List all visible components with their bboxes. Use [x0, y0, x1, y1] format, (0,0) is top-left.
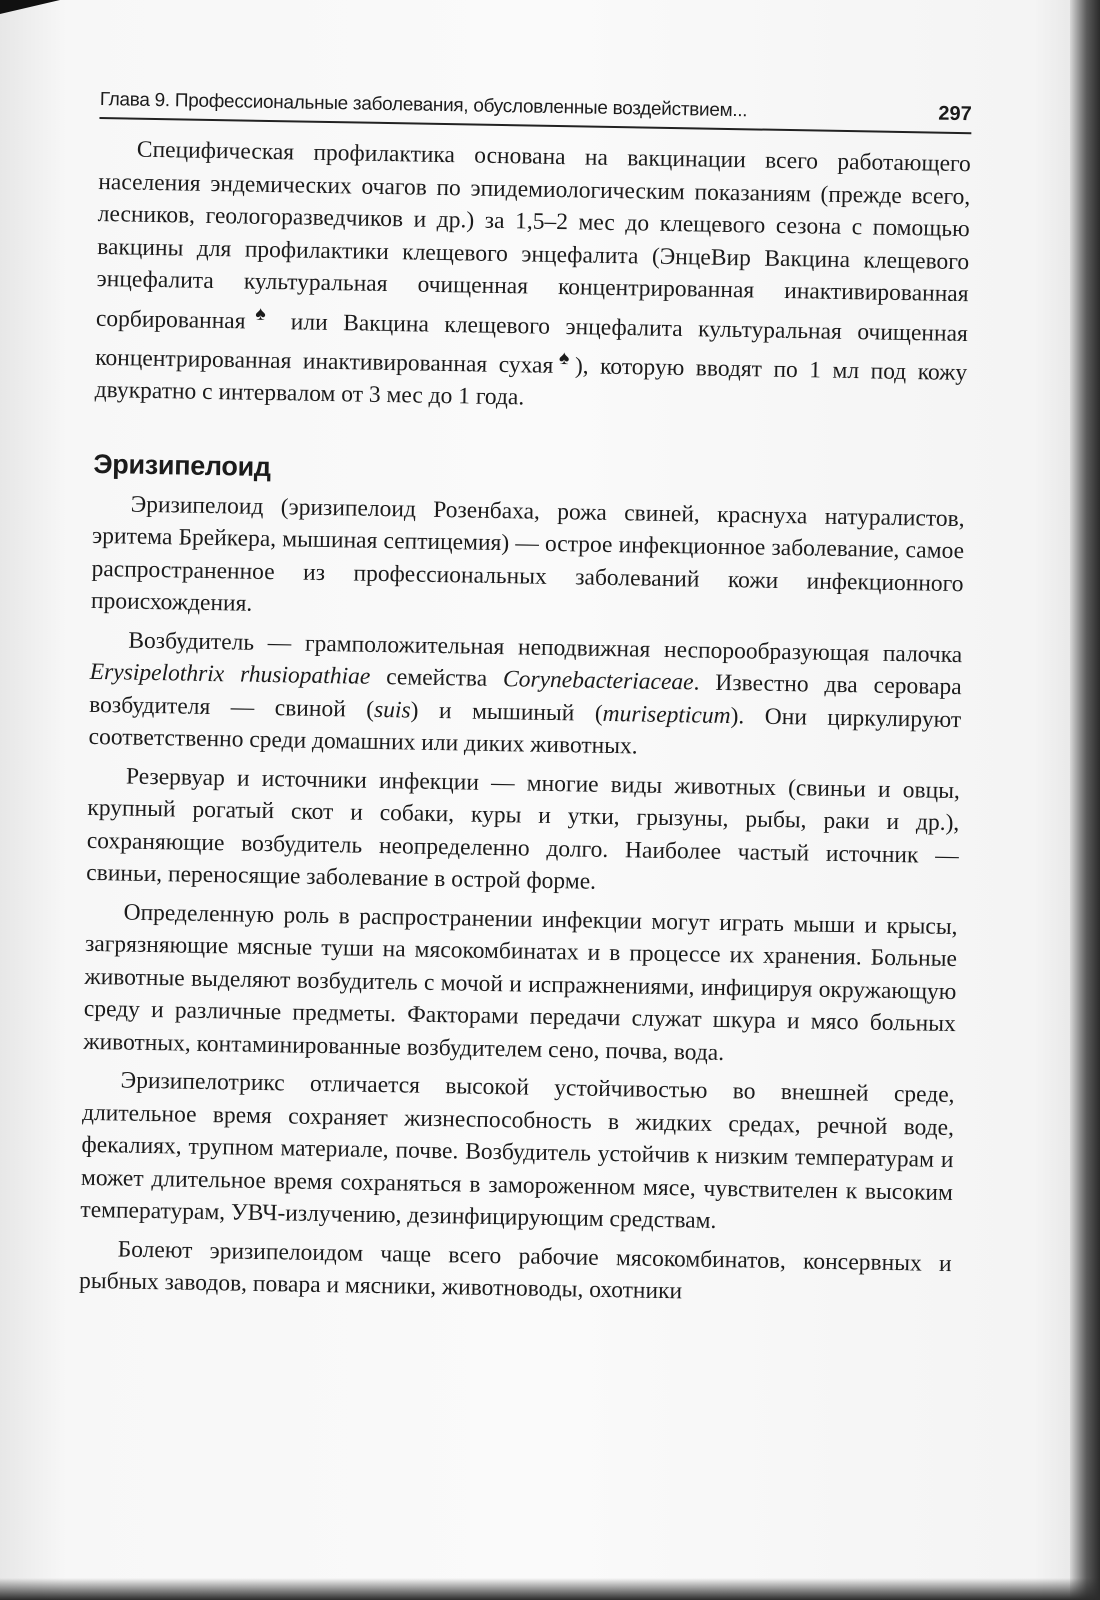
page-edge-shadow: [1070, 0, 1100, 1600]
pathogen-text-3: . Известно два серовара возбудителя — свиной (: [89, 669, 962, 723]
serovar-murisepticum: murisepticum: [602, 700, 731, 729]
paragraph-definition: Эризипелоид (эризипелоид Розенбаха, рожа свиней, краснуха натуралистов, эритема Брейкера, мышиная септицемия) — острое инфекционное заболевание, самое распространенное из профессиональных заболеваний кожи инфекционного происхождения.: [90, 491, 965, 617]
paragraph-risk-groups: Болеют эризипелоидом чаще всего рабочие мясокомбинатов, консервных и рыбных заводов, повара и мясники, животноводы, охотники: [78, 1236, 952, 1305]
paragraph-reservoir: Резервуар и источники инфекции — многие виды животных (свиньи и овцы, крупный рогатый скот и собаки, куры и утки, грызуны, рыбы, раки и др.), сохраняющие возбудитель неопределенно долго. Наиболее частый источник — свиньи, переносящие заболевание в острой форме.: [86, 763, 961, 895]
family-name: Corynebacteriaceae: [502, 666, 694, 696]
corner-mark: [0, 0, 60, 14]
prophylaxis-text-3: ), которую вводят по 1 мл под кожу двукратно с интервалом от 3 мес до 1 года.: [94, 352, 968, 411]
paragraph-prophylaxis: [94, 133, 971, 422]
paragraph-resistance: Эризипелотрикс отличается высокой устойчивостью во внешней среде, длительное время сохраняет жизнеспособность в жидких средах, речной воде, фекалиях, трупном материале, почве. Возбудитель устойчив к низким температурам и может длительное время сохраняться в замороженном мясе, чувствителен к высоким температурам, УВЧ-излучению, дезинфицирующим средствам.: [80, 1067, 955, 1235]
prophylaxis-text-2: или Вакцина клещевого энцефалита культуральная очищенная концентрированная инактивированная сухая: [95, 308, 969, 379]
paragraph-pathogen: [88, 624, 962, 769]
chapter-title: Глава 9. Профессиональные заболевания, обусловленные воздействием...: [99, 88, 748, 122]
species-name: Erysipelothrix rhusiopathiae: [89, 659, 371, 690]
registered-mark-1: ♠: [245, 303, 276, 325]
page-bottom-shadow: [0, 1578, 1100, 1600]
pathogen-text-4: ) и мышиный (: [410, 697, 603, 727]
pathogen-text-1: Возбудитель — грамположительная неподвижная неспорообразующая палочка: [128, 627, 963, 668]
section-heading: Эризипелоид: [93, 448, 272, 482]
page-number: 297: [938, 102, 972, 126]
registered-mark-2: ♠: [553, 347, 576, 370]
pathogen-text-2: семейства: [370, 663, 504, 693]
paragraph-transmission: Определенную роль в распространении инфекции могут играть мыши и крысы, загрязняющие мясные туши на мясокомбинатах и в процессе их хранения. Больные животные выделяют возбудитель с мочой и испражнениями, инфицируя окружающую среду и различные предметы. Факторами передачи служат шкура и мясо больных животных, контаминированные возбудителем сено, почва, вода.: [83, 899, 958, 1066]
prophylaxis-text-1: Специфическая профилактика основана на вакцинации всего работающего населения эндемических очагов по эпидемиологическим показаниям (прежде всего, лесников, геологоразведчиков и др.) за 1,5–2 мес до клещевого сезона с помощью вакцины для профилактики клещевого энцефалита (ЭнцеВир Вакцина клещевого энцефалита культуральная очищенная концентрированная инактивированная сорбированная: [95, 136, 972, 334]
pathogen-text-5: ). Они циркулируют соответственно среди домашних или диких животных.: [88, 702, 962, 760]
serovar-suis: suis: [373, 696, 411, 724]
page-content: [79, 88, 972, 1313]
